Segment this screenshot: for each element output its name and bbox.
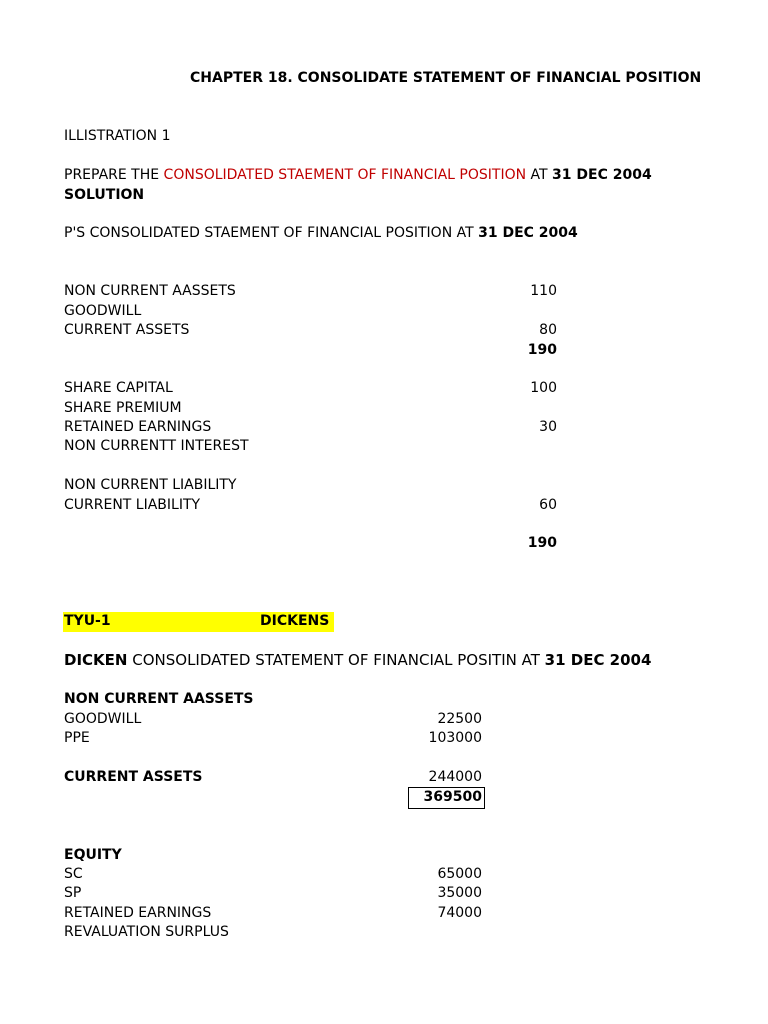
solution-label: SOLUTION xyxy=(64,187,145,203)
row-label: GOODWILL xyxy=(64,711,142,727)
section-heading: CURRENT ASSETS xyxy=(64,769,203,785)
row-label: REVALUATION SURPLUS xyxy=(64,924,229,940)
row-value: 65000 xyxy=(437,866,482,882)
row-label: SC xyxy=(64,866,83,882)
row-value: 80 xyxy=(539,322,557,338)
section-heading: EQUITY xyxy=(64,847,122,863)
row-value: 244000 xyxy=(428,769,482,785)
row-value: 35000 xyxy=(437,885,482,901)
tyu-company-name: DICKENS xyxy=(260,613,330,629)
tyu-label: TYU-1 xyxy=(64,613,111,629)
row-label: NON CURRENT AASSETS xyxy=(64,283,236,299)
row-label: NON CURRENTT INTEREST xyxy=(64,438,249,454)
row-label: CURRENT LIABILITY xyxy=(64,497,201,513)
row-label: SHARE PREMIUM xyxy=(64,400,182,416)
page-title: CHAPTER 18. CONSOLIDATE STATEMENT OF FINANCIAL POSITION xyxy=(190,70,702,86)
row-value: 74000 xyxy=(437,905,482,921)
row-label: GOODWILL xyxy=(64,303,142,319)
row-label: NON CURRENT LIABILITY xyxy=(64,477,237,493)
row-value: 103000 xyxy=(428,730,482,746)
section-heading: NON CURRENT AASSETS xyxy=(64,691,254,707)
illustration-label: ILLISTRATION 1 xyxy=(64,128,171,144)
row-label: PPE xyxy=(64,730,90,746)
row-label: RETAINED EARNINGS xyxy=(64,419,212,435)
prepare-highlight: CONSOLIDATED STAEMENT OF FINANCIAL POSITION xyxy=(163,167,527,183)
prepare-instruction: PREPARE THE CONSOLIDATED STAEMENT OF FINANCIAL POSITION AT 31 DEC 2004 xyxy=(64,167,652,183)
row-value: 30 xyxy=(539,419,557,435)
dicken-statement-heading: DICKEN CONSOLIDATED STATEMENT OF FINANCIAL POSITIN AT 31 DEC 2004 xyxy=(64,651,652,669)
assets-total: 190 xyxy=(527,342,557,358)
row-label: RETAINED EARNINGS xyxy=(64,905,212,921)
row-value: 60 xyxy=(539,497,557,513)
row-label: SP xyxy=(64,885,82,901)
row-label: CURRENT ASSETS xyxy=(64,322,190,338)
row-value: 100 xyxy=(530,380,557,396)
row-label: SHARE CAPITAL xyxy=(64,380,173,396)
row-value: 110 xyxy=(530,283,557,299)
equity-liabilities-total: 190 xyxy=(527,535,557,551)
ps-statement-heading: P'S CONSOLIDATED STAEMENT OF FINANCIAL POSITION AT 31 DEC 2004 xyxy=(64,225,578,241)
row-value: 22500 xyxy=(437,711,482,727)
assets-total: 369500 xyxy=(423,789,482,805)
